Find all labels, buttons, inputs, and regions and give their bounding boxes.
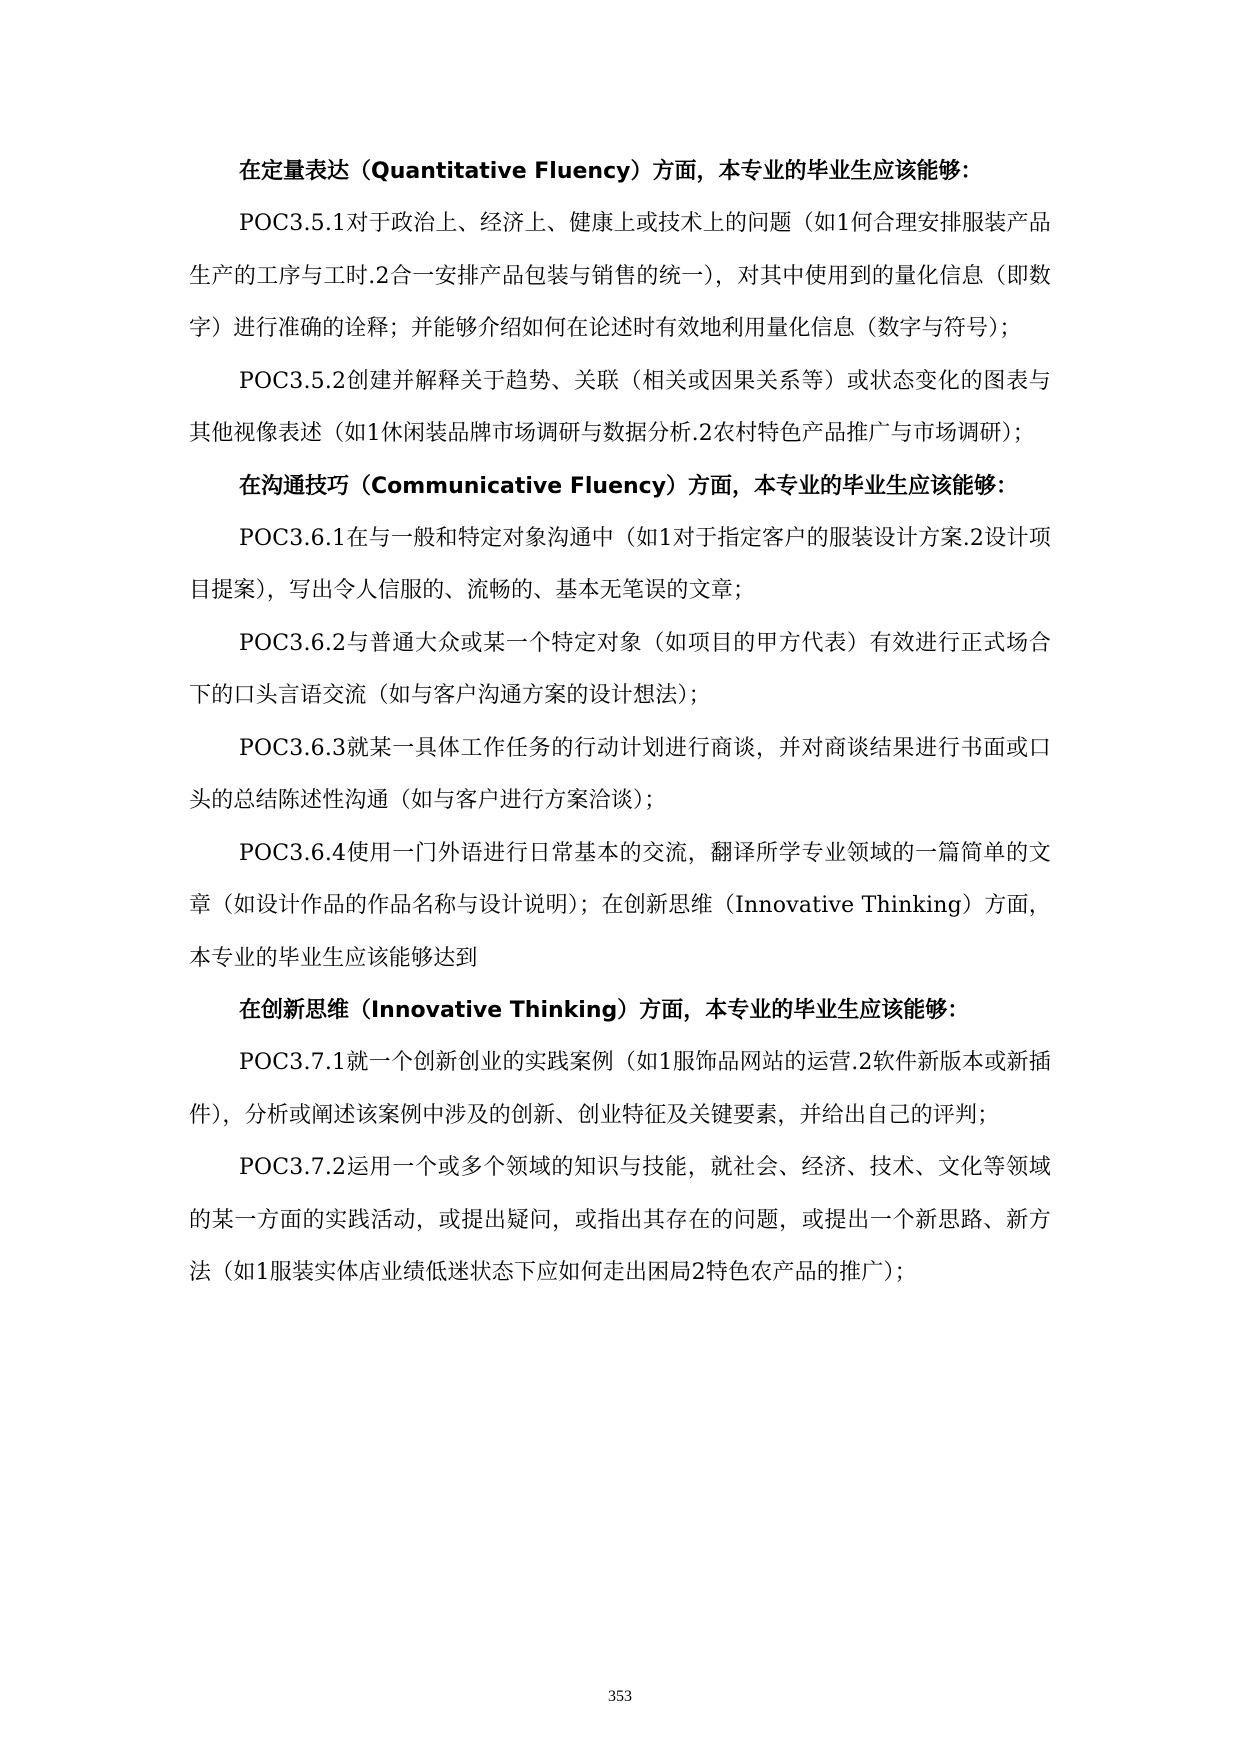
section-communicative-fluency [189, 461, 1051, 986]
paragraph: POC3.7.2运用一个或多个领域的知识与技能，就社会、经济、技术、文化等领域的某一方面的实践活动，或提出疑问，或指出其存在的问题，或提出一个新思路、新方法（如1服装实体店业绩低迷状态下应如何走出困局2特色农产品的推广）； [189, 1155, 1051, 1285]
paragraph: POC3.6.3就某一具体工作任务的行动计划进行商谈，并对商谈结果进行书面或口头的总结陈述性沟通（如与客户进行方案洽谈）； [189, 735, 1051, 813]
paragraph: POC3.6.1在与一般和特定对象沟通中（如1对于指定客户的服装设计方案.2设计项目提案），写出令人信服的、流畅的、基本无笔误的文章； [189, 525, 1051, 603]
section-heading: 在定量表达（Quantitative Fluency）方面，本专业的毕业生应该能够： [239, 159, 983, 184]
section-heading: 在创新思维（Innovative Thinking）方面，本专业的毕业生应该能够： [239, 998, 970, 1023]
section-quantitative-fluency [189, 146, 1051, 461]
paragraph: POC3.6.4使用一门外语进行日常基本的交流，翻译所学专业领域的一篇简单的文章（如设计作品的作品名称与设计说明）；在创新思维（Innovative Thinking）方面，本专业的毕业生应该能够达到 [189, 840, 1051, 971]
document-page [189, 146, 1051, 1300]
paragraph: POC3.6.2与普通大众或某一个特定对象（如项目的甲方代表）有效进行正式场合下的口头言语交流（如与客户沟通方案的设计想法）； [189, 630, 1051, 708]
page-number: 353 [608, 1688, 632, 1705]
paragraph: POC3.5.1对于政治上、经济上、健康上或技术上的问题（如1何合理安排服装产品生产的工序与工时.2合一安排产品包装与销售的统一），对其中使用到的量化信息（即数字）进行准确的诠释；并能够介绍如何在论述时有效地利用量化信息（数字与符号）； [189, 211, 1051, 341]
paragraph: POC3.7.1就一个创新创业的实践案例（如1服饰品网站的运营.2软件新版本或新插件），分析或阐述该案例中涉及的创新、创业特征及关键要素，并给出自己的评判； [189, 1050, 1051, 1128]
section-innovative-thinking [189, 985, 1051, 1300]
section-heading: 在沟通技巧（Communicative Fluency）方面，本专业的毕业生应该能够： [239, 473, 1019, 499]
paragraph: POC3.5.2创建并解释关于趋势、关联（相关或因果关系等）或状态变化的图表与其他视像表述（如1休闲装品牌市场调研与数据分析.2农村特色产品推广与市场调研）； [189, 368, 1051, 446]
